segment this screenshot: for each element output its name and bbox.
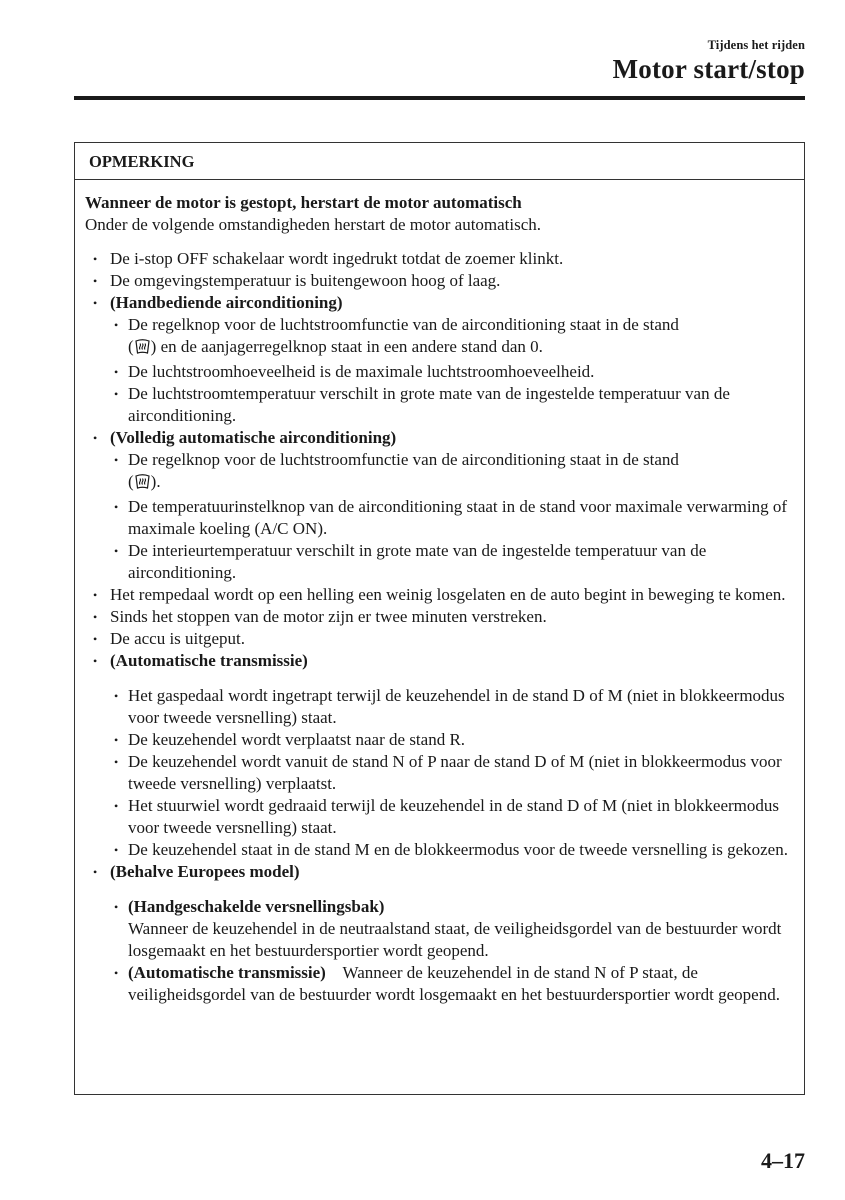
list-item-text: De keuzehendel wordt vanuit de stand N of P naar de stand D of M (niet in blokkeermodus voor tweede versnelling) verplaatst. — [128, 752, 782, 793]
page-title: Motor start/stop — [612, 54, 805, 84]
list-item-text: ) en de aanjagerregelknop staat in een andere stand dan 0. — [150, 337, 543, 356]
list-item-text: De i-stop OFF schakelaar wordt ingedrukt totdat de zoemer klinkt. — [110, 249, 564, 268]
list-item-text: De accu is uitgeput. — [110, 629, 246, 648]
condition-list — [85, 248, 790, 1006]
list-item-text: Het stuurwiel wordt gedraaid terwijl de keuzehendel in de stand D of M (niet in blokkeermodus voor tweede versnelling) staat. — [128, 796, 780, 837]
group-title-auto-trans: (Automatische transmissie) — [110, 651, 308, 670]
note-body — [75, 180, 804, 1006]
list-item-text: De keuzehendel wordt verplaatst naar de stand R. — [128, 730, 466, 749]
list-item-text: De omgevingstemperatuur is buitengewoon hoog of laag. — [110, 271, 501, 290]
group-title-non-eu: (Behalve Europees model) — [110, 862, 300, 881]
list-item — [85, 861, 790, 1006]
list-item — [85, 584, 790, 606]
sub-group-title: (Automatische transmissie) — [128, 963, 326, 982]
list-item — [85, 427, 790, 584]
list-item-text: Sinds het stoppen van de motor zijn er twee minuten verstreken. — [110, 607, 547, 626]
sub-list-item — [110, 383, 790, 427]
section-label: Tijdens het rijden — [707, 38, 805, 52]
list-item — [85, 650, 790, 861]
sub-list-item — [110, 685, 790, 729]
note-subheading: Wanneer de motor is gestopt, herstart de motor automatisch — [85, 193, 522, 212]
sub-list-item: • De regelknop voor de luchtstroomfunctie van de airconditioning staat in de stand ( ) en de aanjagerregelknop staat in een andere stand dan 0. — [110, 314, 790, 361]
title-rule — [74, 96, 805, 100]
group-title-manual-ac: (Handbediende airconditioning) — [110, 293, 343, 312]
list-item-text: De interieurtemperatuur verschilt in grote mate van de ingestelde temperatuur van de airconditioning. — [128, 541, 707, 582]
sub-list-item — [110, 729, 790, 751]
list-item-text: De temperatuurinstelknop van de airconditioning staat in de stand voor maximale verwarming of maximale koeling (A/C ON). — [128, 497, 788, 538]
list-item — [85, 248, 790, 270]
page-number: 4–17 — [761, 1148, 805, 1173]
list-item — [85, 606, 790, 628]
list-item — [85, 270, 790, 292]
list-item-text: Het gaspedaal wordt ingetrapt terwijl de keuzehendel in de stand D of M (niet in blokkeermodus voor tweede versnelling) staat. — [128, 686, 785, 727]
list-item-text: De keuzehendel staat in de stand M en de blokkeermodus voor de tweede versnelling is gekozen. — [128, 840, 788, 859]
list-item-text: De luchtstroomhoeveelheid is de maximale luchtstroomhoeveelheid. — [128, 362, 595, 381]
list-item-text: ). — [150, 472, 161, 491]
sub-list — [110, 449, 790, 584]
list-item — [85, 628, 790, 650]
sub-list-item — [110, 795, 790, 839]
sub-list-item — [110, 896, 790, 962]
list-item-text: De luchtstroomtemperatuur verschilt in grote mate van de ingestelde temperatuur van de airconditioning. — [128, 384, 730, 425]
sub-list-item — [110, 839, 790, 861]
group-title-auto-ac: (Volledig automatische airconditioning) — [110, 428, 397, 447]
note-box — [74, 142, 805, 1095]
note-heading: OPMERKING — [75, 143, 804, 180]
list-item-text: De regelknop voor de luchtstroomfunctie van de airconditioning staat in de stand — [128, 315, 679, 334]
sub-group-title: (Handgeschakelde versnellingsbak) — [128, 897, 385, 916]
sub-list-item — [110, 751, 790, 795]
sub-list-item: • De regelknop voor de luchtstroomfunctie van de airconditioning staat in de stand ( ). — [110, 449, 790, 496]
sub-list-item — [110, 361, 790, 383]
sub-list — [110, 314, 790, 427]
sub-list — [110, 896, 790, 1006]
windshield-defroster-icon — [134, 474, 151, 496]
list-item-text: Wanneer de keuzehendel in de stand N of P staat, de veiligheidsgordel van de bestuurder wordt losgemaakt en het bestuurdersportier wordt geopend. — [128, 963, 780, 1004]
sub-list-item — [110, 962, 790, 1006]
list-item — [85, 292, 790, 427]
sub-list-item — [110, 540, 790, 584]
note-intro: Onder de volgende omstandigheden herstart de motor automatisch. — [85, 215, 542, 234]
list-item-text: Het rempedaal wordt op een helling een weinig losgelaten en de auto begint in beweging te komen. — [110, 585, 786, 604]
windshield-defroster-icon — [134, 339, 151, 361]
sub-list-item — [110, 496, 790, 540]
list-item-text: De regelknop voor de luchtstroomfunctie van de airconditioning staat in de stand — [128, 450, 679, 469]
sub-list — [110, 685, 790, 861]
list-item-text: Wanneer de keuzehendel in de neutraalstand staat, de veiligheidsgordel van de bestuurder wordt losgemaakt en het bestuurdersportier wordt geopend. — [128, 919, 782, 960]
